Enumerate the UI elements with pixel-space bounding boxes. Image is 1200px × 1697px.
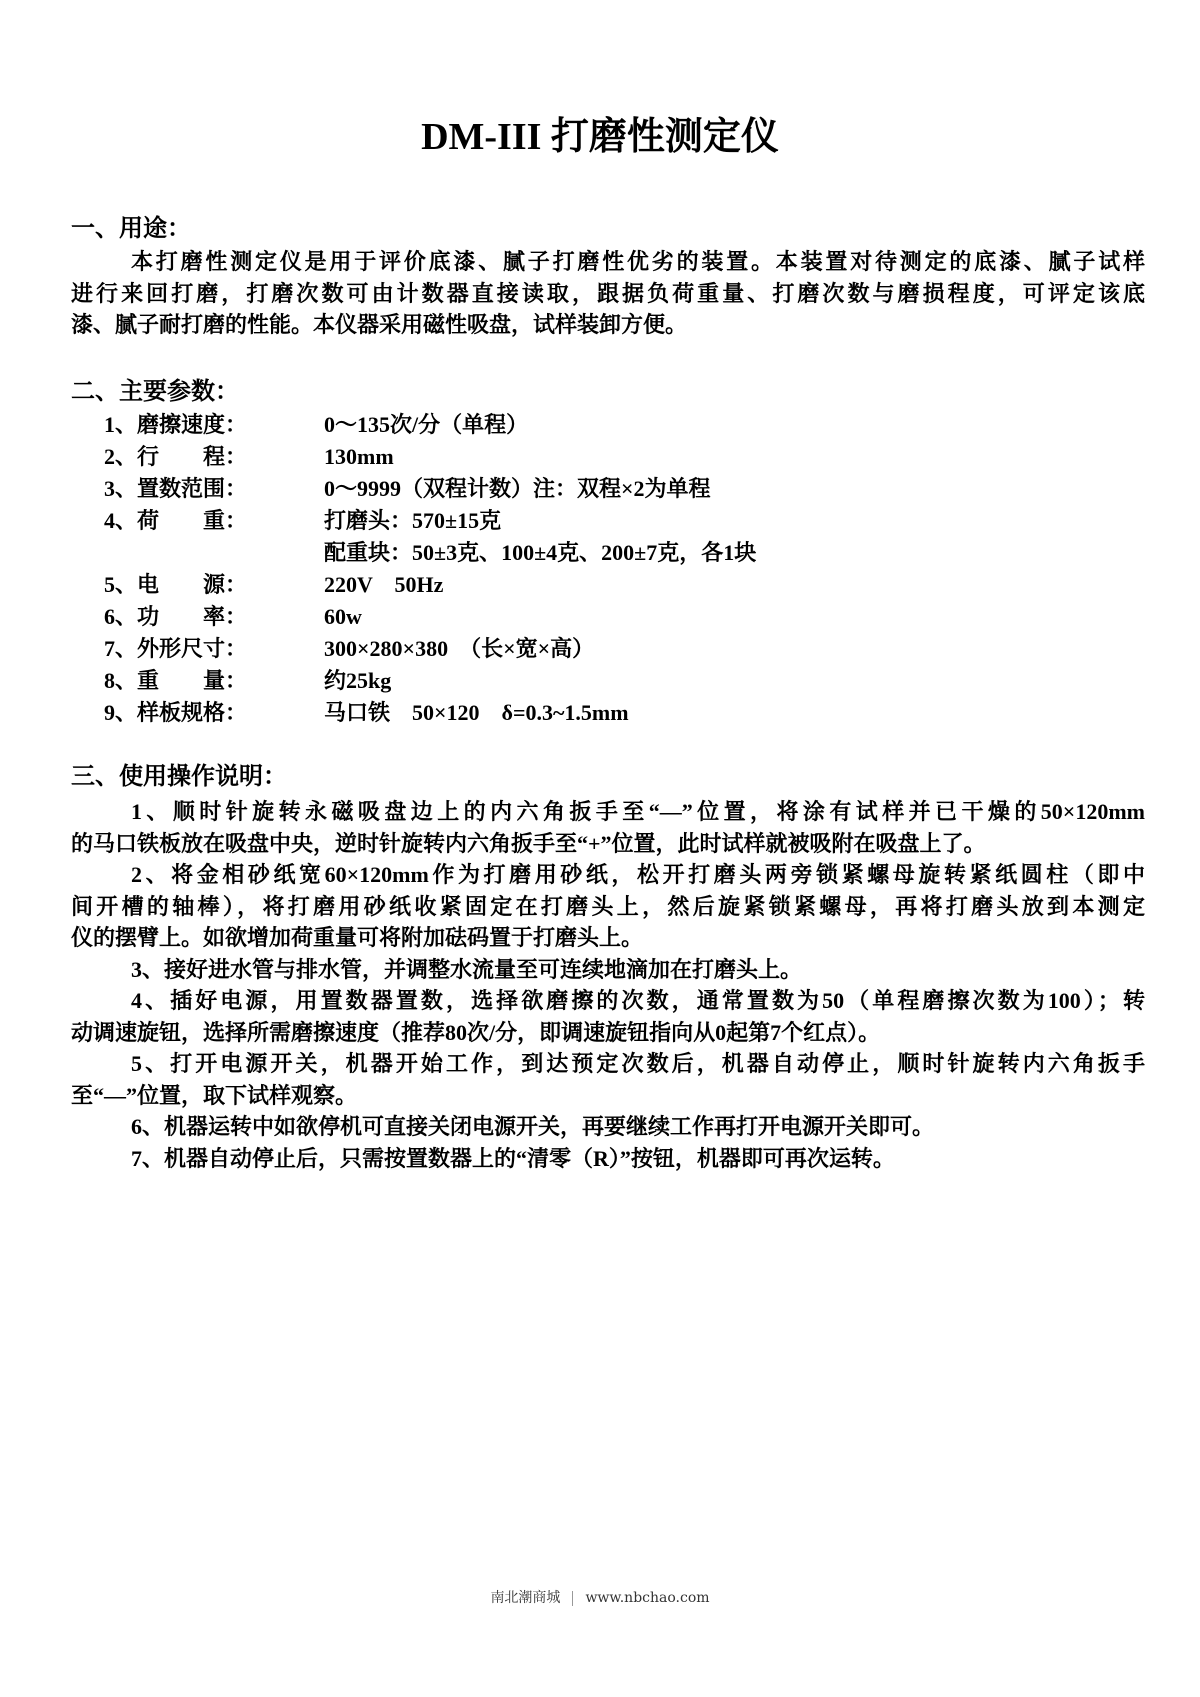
parameter-label: 8、重 量： xyxy=(104,668,248,693)
parameter-label: 1、磨擦速度： xyxy=(104,412,248,437)
section-heading-purpose: 一、用途： xyxy=(71,216,191,242)
text-line: 1、顺时针旋转永磁吸盘边上的内六角扳手至“—”位置，将涂有试样并已干燥的50×120mm xyxy=(131,799,1145,824)
parameter-value: 约25kg xyxy=(324,668,392,693)
parameter-value: 马口铁 50×120 δ=0.3~1.5mm xyxy=(324,700,629,725)
footer-site-name: 南北潮商城 xyxy=(490,1590,561,1606)
footer-divider xyxy=(572,1591,573,1606)
text-line: 本打磨性测定仪是用于评价底漆、腻子打磨性优劣的装置。本装置对待测定的底漆、腻子试样 xyxy=(131,249,1145,274)
text-line: 4、插好电源，用置数器置数，选择欲磨擦的次数，通常置数为50（单程磨擦次数为100）；转 xyxy=(131,988,1145,1013)
page-title: DM-III 打磨性测定仪 xyxy=(421,116,779,158)
footer xyxy=(0,1587,1200,1607)
parameter-value: 220V 50Hz xyxy=(324,572,444,597)
parameter-label: 5、电 源： xyxy=(104,572,248,597)
text-line: 仪的摆臂上。如欲增加荷重量可将附加砝码置于打磨头上。 xyxy=(71,925,644,950)
text-line: 间开槽的轴棒），将打磨用砂纸收紧固定在打磨头上，然后旋紧锁紧螺母，再将打磨头放到本测定 xyxy=(71,893,1145,919)
parameter-value: 60w xyxy=(324,604,362,629)
parameter-value: 130mm xyxy=(324,444,394,469)
parameter-value: 配重块：50±3克、100±4克、200±7克，各1块 xyxy=(324,540,757,565)
text-line: 的马口铁板放在吸盘中央，逆时针旋转内六角扳手至“+”位置，此时试样就被吸附在吸盘上了。 xyxy=(71,830,986,856)
text-line: 进行来回打磨，打磨次数可由计数器直接读取，跟据负荷重量、打磨次数与磨损程度，可评定该底 xyxy=(71,281,1145,306)
text-line: 2、将金相砂纸宽60×120mm作为打磨用砂纸，松开打磨头两旁锁紧螺母旋转紧纸圆柱（即中 xyxy=(131,862,1145,887)
parameter-label: 7、外形尺寸： xyxy=(104,636,248,661)
parameter-label: 9、样板规格： xyxy=(104,700,248,725)
parameter-value: 300×280×380 （长×宽×高） xyxy=(324,636,595,661)
parameter-value: 0～135次/分（单程） xyxy=(324,412,529,437)
text-line: 至“—”位置，取下试样观察。 xyxy=(71,1082,358,1108)
parameter-label: 4、荷 重： xyxy=(104,508,248,533)
parameter-label: 2、行 程： xyxy=(104,444,248,469)
text-line: 3、接好进水管与排水管，并调整水流量至可连续地滴加在打磨头上。 xyxy=(131,956,803,982)
section-heading-instructions: 三、使用操作说明： xyxy=(71,764,287,790)
text-line: 7、机器自动停止后，只需按置数器上的“清零（R）”按钮，机器即可再次运转。 xyxy=(131,1145,895,1171)
text-line: 5、打开电源开关，机器开始工作，到达预定次数后，机器自动停止，顺时针旋转内六角扳手 xyxy=(131,1051,1145,1076)
parameter-value: 打磨头：570±15克 xyxy=(324,508,502,533)
parameter-value: 0～9999（双程计数）注：双程×2为单程 xyxy=(324,476,711,501)
section-heading-parameters: 二、主要参数： xyxy=(71,379,239,405)
text-line: 动调速旋钮，选择所需磨擦速度（推荐80次/分，即调速旋钮指向从0起第7个红点）。 xyxy=(71,1019,881,1045)
footer-url[interactable]: www.nbchao.com xyxy=(585,1590,710,1606)
text-line: 6、机器运转中如欲停机可直接关闭电源开关，再要继续工作再打开电源开关即可。 xyxy=(131,1114,935,1139)
text-line: 漆、腻子耐打磨的性能。本仪器采用磁性吸盘，试样装卸方便。 xyxy=(71,312,688,337)
parameter-label: 6、功 率： xyxy=(104,604,248,629)
parameter-label: 3、置数范围： xyxy=(104,476,248,501)
